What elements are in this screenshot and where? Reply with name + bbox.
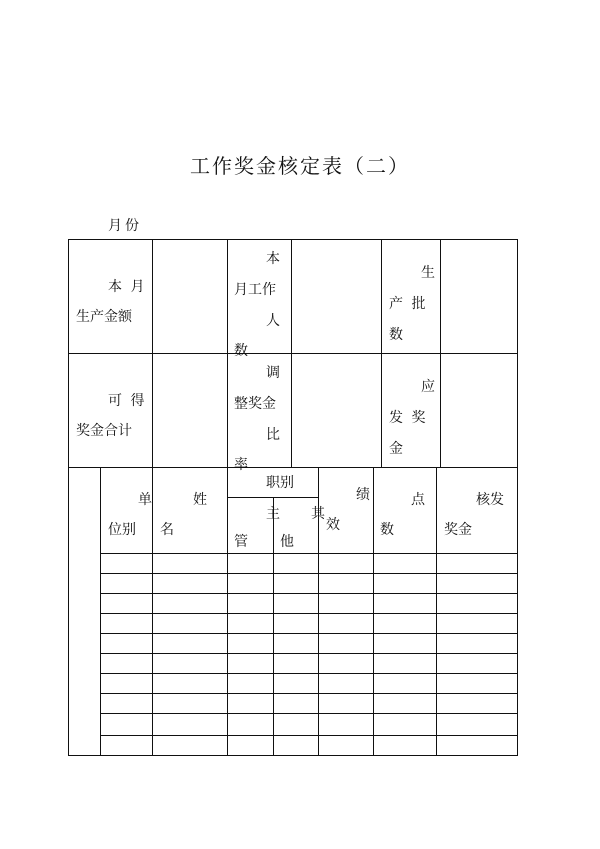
table-border-top — [68, 239, 518, 240]
table-row — [100, 593, 518, 594]
col-divider — [227, 239, 228, 468]
table-border-bottom — [68, 755, 518, 756]
col-divider — [381, 239, 382, 468]
table-border-right — [517, 239, 518, 756]
table-border-left — [68, 239, 69, 756]
page-title: 工作奖金核定表（二） — [190, 154, 410, 178]
table-row — [100, 713, 518, 714]
header-divider — [100, 553, 518, 554]
col-divider — [440, 239, 441, 468]
table-row — [100, 573, 518, 574]
table-row — [100, 693, 518, 694]
bonus-table: 本 月 生产金额 本 月工作 人 数 生 产 批 数 可 得 奖金合计 调 整奖金 比 率 应 发 奖 金 单 位别 姓 名 职别 主 管 其 他 绩 效 点 数 核发 奖金 — [0, 0, 600, 849]
table-row — [100, 653, 518, 654]
table-row — [100, 613, 518, 614]
table-row — [100, 735, 518, 736]
col-divider — [273, 497, 274, 756]
header-position: 职别 — [266, 475, 294, 491]
col-divider — [152, 239, 153, 468]
table-row — [100, 673, 518, 674]
row-divider — [68, 353, 518, 354]
table-row — [100, 633, 518, 634]
month-label: 月份 — [108, 218, 142, 234]
col-divider — [291, 239, 292, 468]
